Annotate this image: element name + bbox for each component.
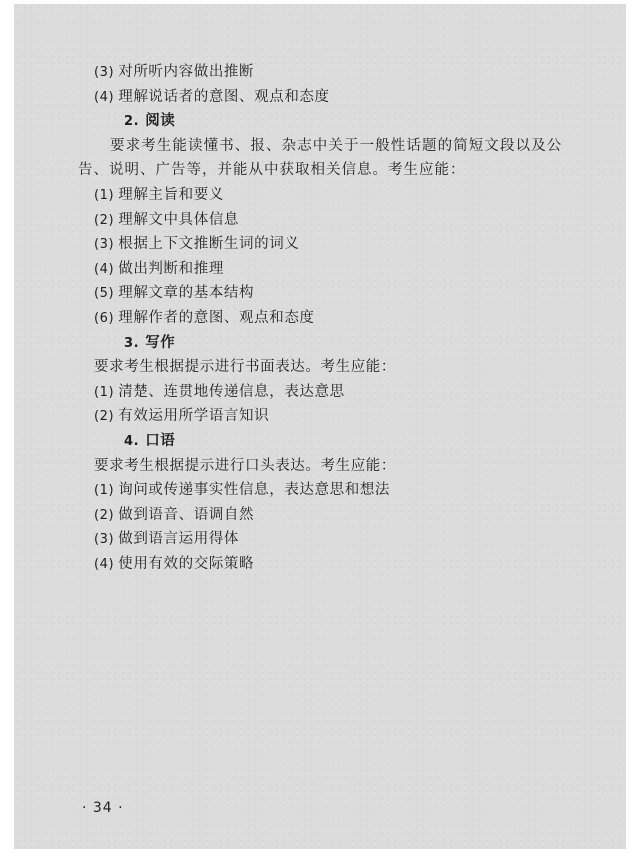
list-item [94,183,594,208]
list-item-index: (3) [94,532,115,548]
list-item-text: 有效运用所学语言知识 [118,408,270,425]
paragraph-line [94,134,594,159]
list-item [94,306,594,331]
list-item [94,60,594,85]
list-item-text: 根据上下文推断生词的词义 [118,236,300,253]
list-item [94,380,594,405]
list-item-text: 做出判断和推理 [118,260,224,277]
list-item-index: (2) [94,409,115,425]
list-item-index: (1) [94,384,115,400]
list-item-index: (3) [94,237,115,253]
list-item-index: (6) [94,310,115,326]
list-item-text: 理解文章的基本结构 [118,285,255,302]
list-item-text: 使用有效的交际策略 [118,555,255,572]
list-item-text: 理解作者的意图、观点和态度 [118,309,315,326]
list-item [94,527,594,552]
section-number: 2. [124,114,140,130]
paragraph-line [94,355,594,380]
document-page [14,4,626,849]
list-item-text: 理解文中具体信息 [118,211,240,228]
list-item-index: (2) [94,507,115,523]
section-title: 口语 [145,431,176,449]
section-title: 写作 [145,333,176,351]
section-heading-reading [94,109,594,134]
list-item-index: (4) [94,556,115,572]
section-number: 4. [124,433,140,449]
paragraph-text: 要求考生根据提示进行书面表达。考生应能： [94,359,396,376]
list-item-index: (2) [94,212,115,228]
list-item-index: (1) [94,483,115,499]
list-item-index: (4) [94,261,115,277]
list-item-text: 理解主旨和要义 [118,186,224,203]
list-item [94,257,594,282]
page-number: · 34 · [82,800,124,816]
page-content [78,60,594,576]
section-heading-speaking [94,429,594,454]
list-item-index: (5) [94,286,115,302]
list-item-index: (4) [94,89,115,105]
section-number: 3. [124,335,140,351]
paragraph-line [94,454,594,479]
paragraph-text: 要求考生能读懂书、报、杂志中关于一般性话题的简短文段以及公 [110,137,563,154]
paragraph-text: 告、说明、广告等，并能从中获取相关信息。考生应能： [78,162,466,179]
list-item [94,232,594,257]
list-item-text: 理解说话者的意图、观点和态度 [118,88,330,105]
paragraph-line [78,158,594,183]
section-heading-writing [94,331,594,356]
list-item-text: 做到语言运用得体 [118,531,240,548]
list-item-text: 询问或传递事实性信息，表达意思和想法 [118,482,391,499]
list-item [94,503,594,528]
list-item [94,208,594,233]
list-item-index: (3) [94,65,115,80]
list-item-text: 做到语音、语调自然 [118,506,255,523]
list-item [94,85,594,110]
list-item-text: 清楚、连贯地传递信息，表达意思 [118,383,345,400]
list-item [94,478,594,503]
list-item-text: 对所听内容做出推断 [118,64,255,80]
list-item [94,404,594,429]
list-item [94,552,594,577]
list-item-index: (1) [94,187,115,203]
section-title: 阅读 [145,112,176,130]
list-item [94,281,594,306]
paragraph-text: 要求考生根据提示进行口头表达。考生应能： [94,457,396,474]
